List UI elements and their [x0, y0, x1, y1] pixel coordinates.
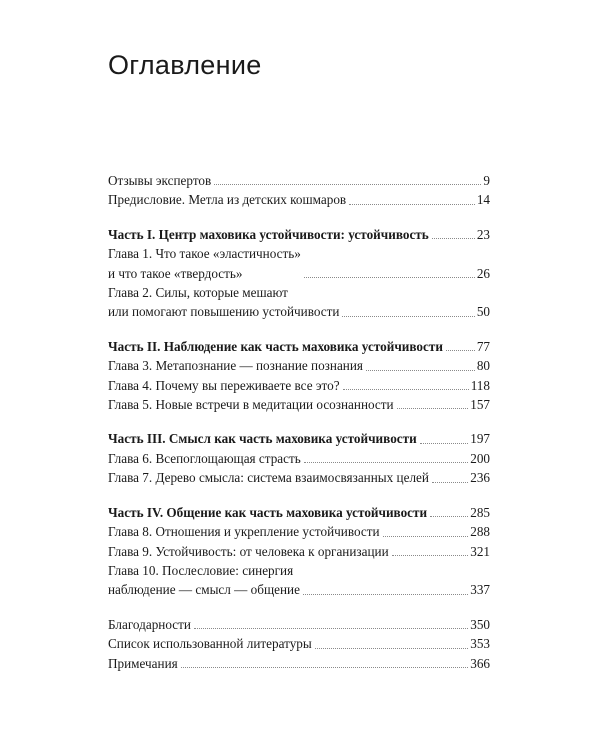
dot-leader — [304, 461, 468, 463]
toc-entry — [108, 376, 490, 395]
toc-entry-title — [108, 561, 300, 600]
dot-leader — [446, 349, 475, 351]
toc-entry-page: 321 — [470, 543, 490, 559]
toc-entry-title: Глава 6. Всепоглощающая страсть — [108, 450, 301, 466]
toc-entry — [108, 171, 490, 190]
toc-entry-page: 26 — [476, 265, 490, 281]
dot-leader — [432, 481, 468, 483]
toc-entry — [108, 634, 490, 653]
toc-part-heading — [108, 503, 490, 522]
toc-entry-page: 157 — [470, 397, 490, 413]
dot-leader — [342, 315, 474, 317]
toc-group-part-2 — [108, 337, 490, 415]
toc-entry-page: 197 — [470, 431, 490, 447]
toc-entry-title-line-1: Глава 10. Послесловие: синергия — [108, 562, 294, 578]
toc-entry-title: Глава 8. Отношения и укрепление устойчивости — [108, 524, 380, 540]
toc-entry — [108, 449, 490, 468]
toc-entry — [108, 542, 490, 561]
toc-entry — [108, 244, 490, 283]
toc-entry-title: Часть IV. Общение как часть маховика устойчивости — [108, 504, 428, 520]
toc-entry-title: Благодарности — [108, 616, 191, 632]
toc-entry-page: 366 — [470, 655, 490, 671]
toc-entry-title: Часть III. Смысл как часть маховика устойчивости — [108, 431, 417, 447]
toc-entry-title: Отзывы экспертов — [108, 173, 212, 188]
toc-entry-page: 288 — [470, 524, 490, 540]
dot-leader — [432, 237, 475, 239]
toc-entry-page: 353 — [470, 636, 490, 652]
table-of-contents — [108, 171, 490, 688]
toc-entry-title: Глава 3. Метапознание — познание познания — [108, 358, 363, 374]
page-title: Оглавление — [108, 50, 262, 80]
toc-part-heading — [108, 225, 490, 244]
toc-part-heading — [108, 429, 490, 448]
dot-leader — [397, 407, 469, 409]
toc-entry-page: 9 — [483, 173, 490, 188]
dot-leader — [194, 627, 468, 629]
toc-entry-page: 50 — [476, 304, 490, 320]
toc-entry-page: 118 — [470, 377, 490, 393]
toc-entry-page: 14 — [476, 192, 490, 208]
toc-entry-title: Предисловие. Метла из детских кошмаров — [108, 192, 347, 208]
toc-entry — [108, 283, 490, 322]
toc-entry-title — [108, 283, 339, 322]
toc-entry-title-line-1: Глава 1. Что такое «эластичность» — [108, 246, 301, 262]
dot-leader — [304, 276, 475, 278]
toc-entry-page: 77 — [476, 338, 490, 354]
toc-group-part-3 — [108, 429, 490, 487]
dot-leader — [383, 535, 469, 537]
toc-group-back — [108, 615, 490, 673]
toc-entry-title: Часть I. Центр маховика устойчивости: устойчивость — [108, 226, 429, 242]
toc-entry — [108, 615, 490, 634]
toc-group-front — [108, 171, 490, 210]
toc-entry — [108, 395, 490, 414]
toc-entry — [108, 468, 490, 487]
dot-leader — [392, 554, 469, 556]
dot-leader — [214, 183, 481, 185]
toc-entry-title: Примечания — [108, 655, 178, 671]
toc-entry-page: 285 — [470, 504, 490, 520]
toc-part-heading — [108, 337, 490, 356]
toc-entry-page: 80 — [476, 358, 490, 374]
dot-leader — [181, 666, 469, 668]
dot-leader — [343, 388, 469, 390]
dot-leader — [366, 369, 475, 371]
toc-entry-title-line-2: наблюдение — смысл — общение — [108, 582, 300, 598]
dot-leader — [420, 442, 469, 444]
toc-entry — [108, 561, 490, 600]
dot-leader — [430, 515, 468, 517]
toc-entry-title: Глава 7. Дерево смысла: система взаимосвязанных целей — [108, 470, 429, 486]
toc-entry-page: 200 — [470, 450, 490, 466]
toc-group-part-4 — [108, 503, 490, 600]
toc-entry-title: Глава 4. Почему вы переживаете все это? — [108, 377, 340, 393]
toc-entry-page: 23 — [476, 226, 490, 242]
toc-entry-page: 337 — [470, 582, 490, 598]
dot-leader — [349, 203, 475, 205]
toc-entry-title: Глава 5. Новые встречи в медитации осознанности — [108, 397, 394, 413]
toc-entry-page: 236 — [470, 470, 490, 486]
toc-entry-title-line-2: и что такое «твердость» — [108, 265, 243, 281]
toc-entry-title: Часть II. Наблюдение как часть маховика устойчивости — [108, 338, 443, 354]
toc-entry — [108, 190, 490, 209]
toc-entry-title: Список использованной литературы — [108, 636, 312, 652]
toc-entry — [108, 654, 490, 673]
toc-entry-title-line-2: или помогают повышению устойчивости — [108, 304, 340, 320]
toc-entry-page: 350 — [470, 616, 490, 632]
toc-entry-title — [108, 244, 301, 283]
toc-entry — [108, 356, 490, 375]
toc-entry — [108, 522, 490, 541]
dot-leader — [303, 593, 468, 595]
toc-entry-title: Глава 9. Устойчивость: от человека к организации — [108, 543, 389, 559]
toc-entry-title-line-1: Глава 2. Силы, которые мешают — [108, 285, 288, 301]
toc-group-part-1 — [108, 225, 490, 322]
dot-leader — [315, 647, 468, 649]
